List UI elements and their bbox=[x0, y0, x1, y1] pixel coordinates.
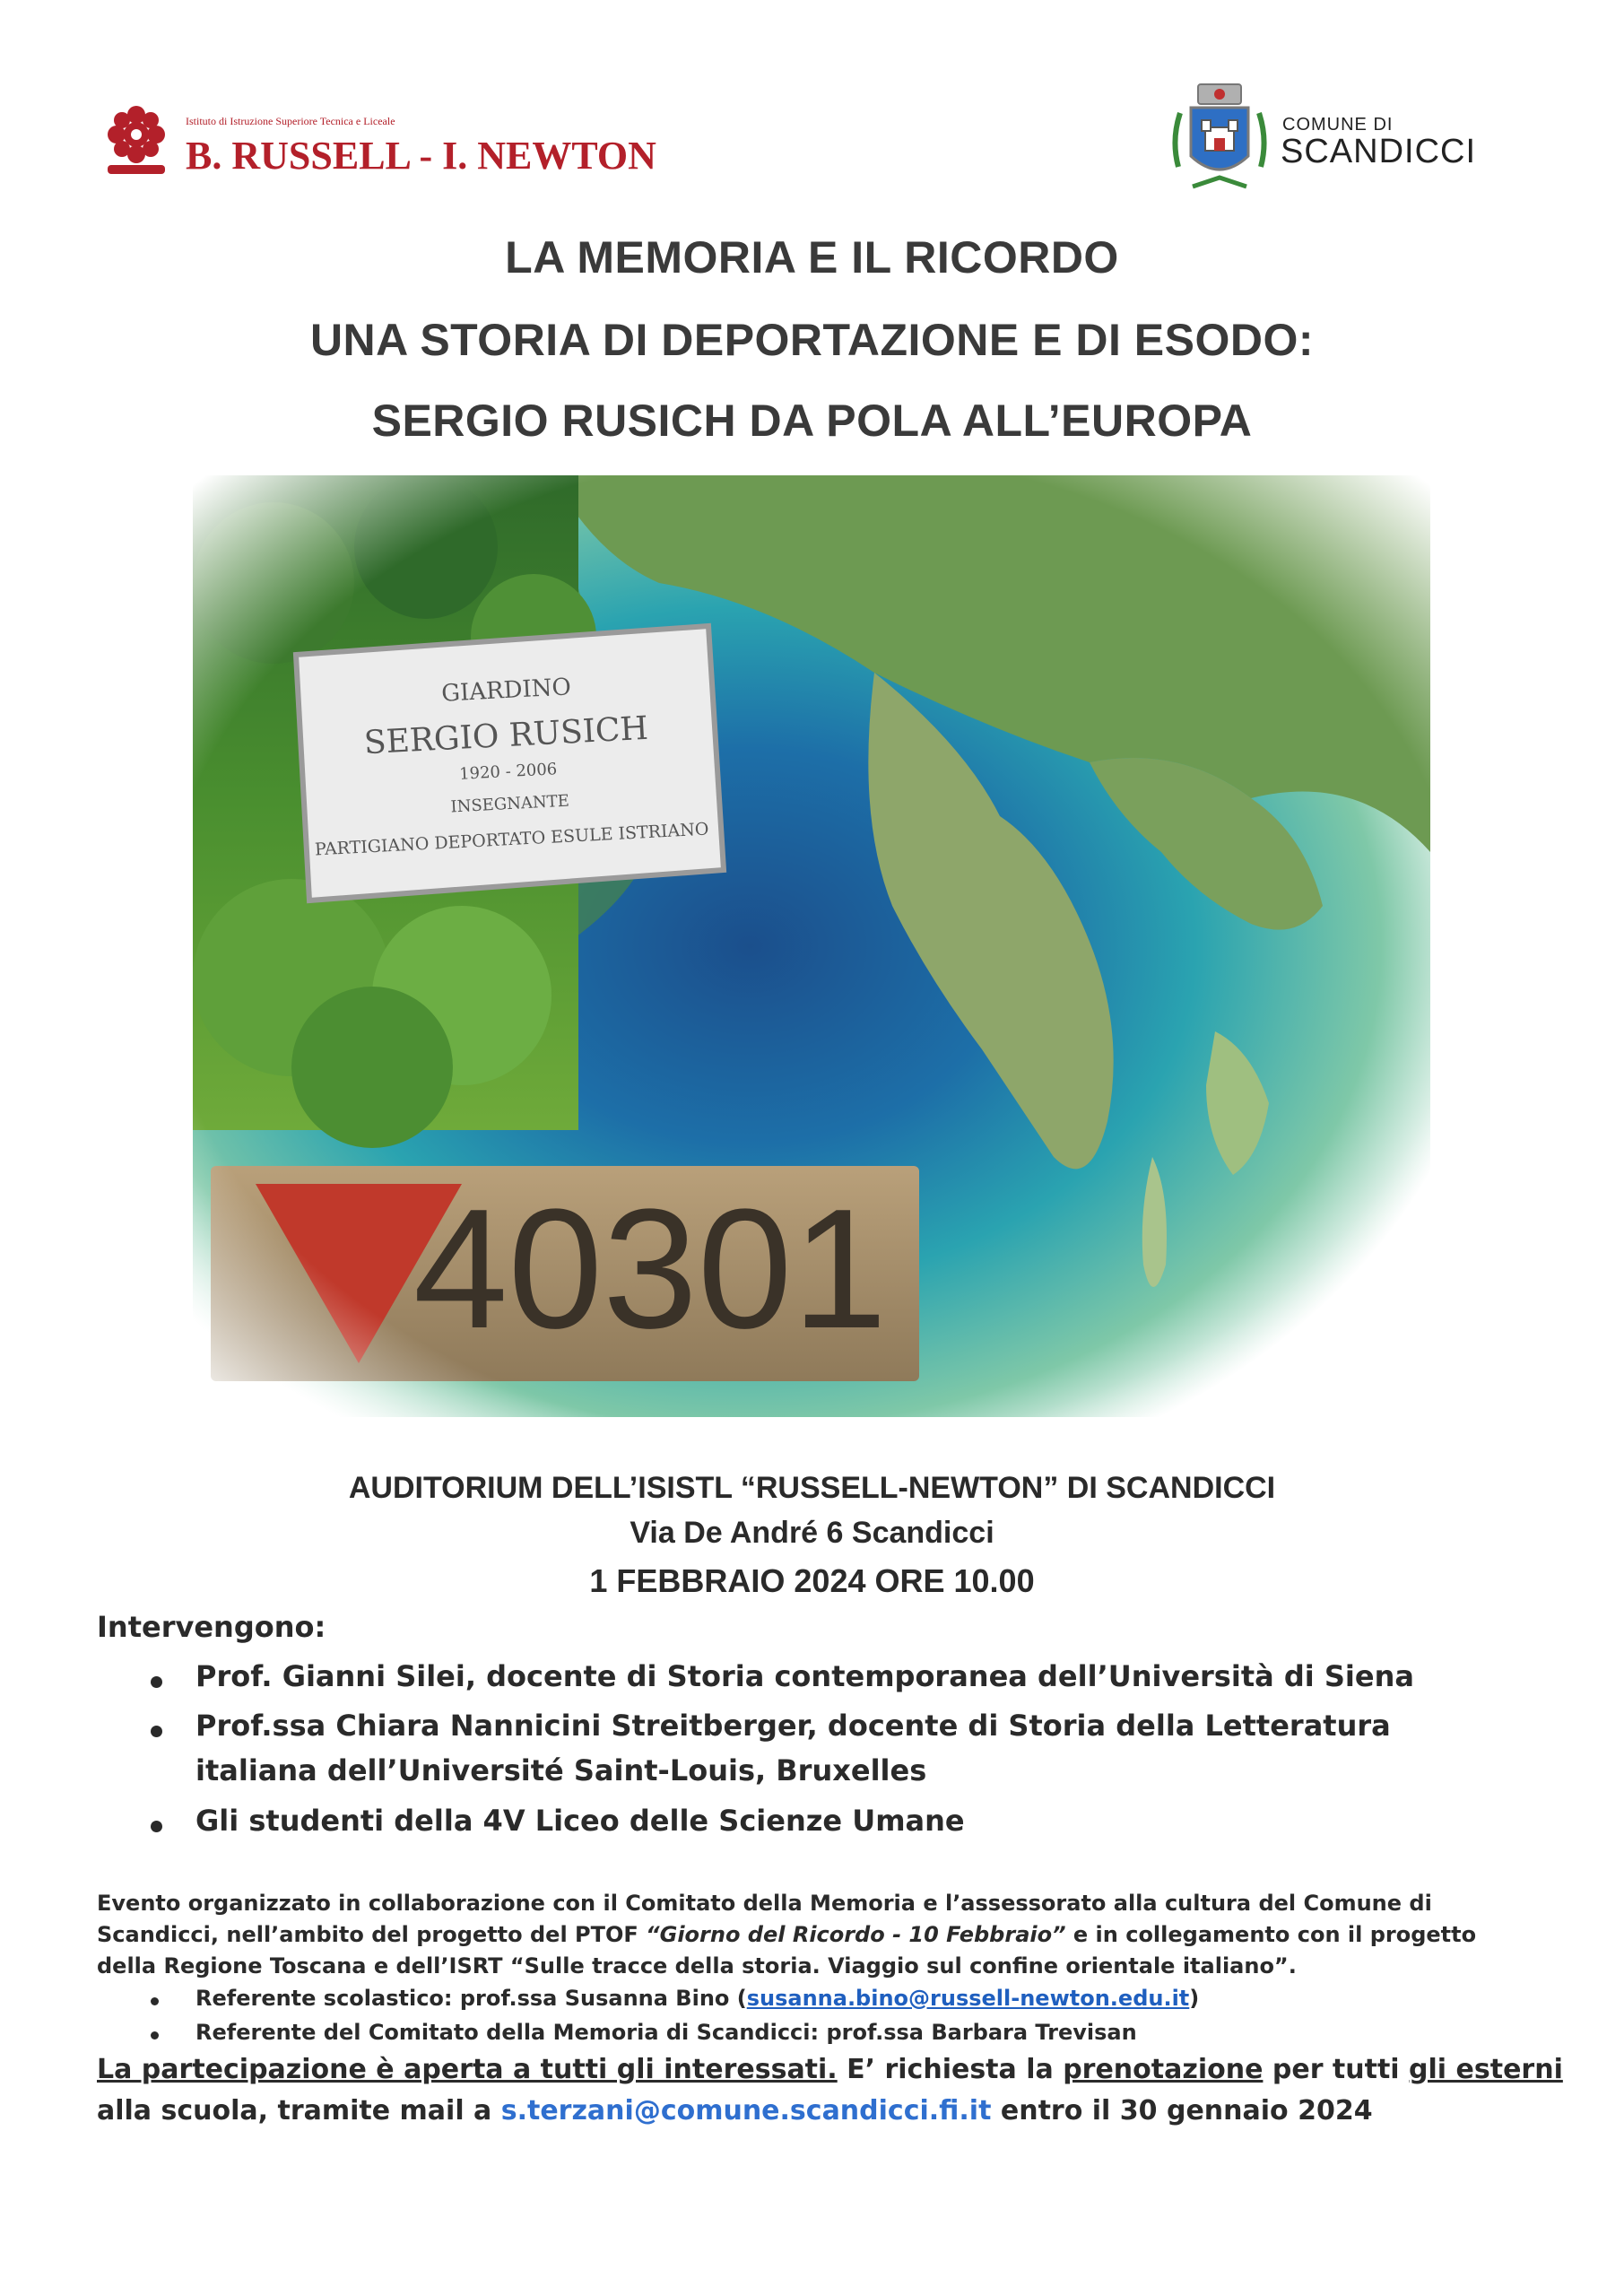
booking-email-link[interactable]: s.terzani@comune.scandicci.fi.it bbox=[500, 2095, 992, 2126]
school-referent-label: Referente scolastico: prof.ssa Susanna Bino ( bbox=[195, 1986, 747, 2011]
speaker-3: Gli studenti della 4V Liceo delle Scienze Umane bbox=[195, 1804, 965, 1838]
municipality-logo bbox=[1166, 77, 1477, 203]
committee-referent: Referente del Comitato della Memoria di Scandicci: prof.ssa Barbara Trevisan bbox=[195, 2020, 1137, 2045]
event-date: 1 FEBBRAIO 2024 ORE 10.00 bbox=[589, 1562, 1035, 1599]
final-line-2 bbox=[97, 2095, 1373, 2126]
speaker-2-line-1: Prof.ssa Chiara Nannicini Streitberger, docente di Storia della Letteratura bbox=[195, 1709, 1391, 1743]
school-referent bbox=[195, 1986, 1199, 2011]
external-word: gli esterni bbox=[1409, 2054, 1563, 2085]
bullet-icon bbox=[151, 2031, 159, 2039]
info-line-2-start: Scandicci, nell’ambito del progetto del PTOF bbox=[97, 1922, 647, 1947]
venue-name: AUDITORIUM DELL’ISISTL “RUSSELL-NEWTON” DI SCANDICCI bbox=[348, 1471, 1276, 1505]
info-line-2-end: e in collegamento con il progetto bbox=[1065, 1922, 1477, 1947]
info-line-1: Evento organizzato in collaborazione con il Comitato della Memoria e l’assessorato alla cultura del Comune di bbox=[97, 1891, 1432, 1916]
bullet-icon bbox=[151, 1821, 162, 1832]
info-line-2 bbox=[97, 1922, 1532, 1947]
info-line-3: della Regione Toscana e dell’ISRT “Sulle tracce della storia. Viaggio sul confine orientale italiano”. bbox=[97, 1953, 1297, 1979]
booking-word: prenotazione bbox=[1063, 2054, 1264, 2085]
speakers-heading: Intervengono: bbox=[97, 1610, 326, 1644]
school-referent-close: ) bbox=[1189, 1986, 1200, 2011]
city-name: SCANDICCI bbox=[1281, 133, 1477, 170]
speaker-1: Prof. Gianni Silei, docente di Storia contemporanea dell’Università di Siena bbox=[195, 1659, 1414, 1693]
school-name: B. RUSSELL - I. NEWTON bbox=[186, 134, 656, 178]
bullet-icon bbox=[151, 1676, 162, 1688]
participation-note: La partecipazione è aperta a tutti gli interessati. bbox=[97, 2054, 838, 2085]
school-emblem-icon bbox=[100, 100, 172, 181]
bullet-icon bbox=[151, 1726, 162, 1737]
final-text-f: alla scuola, tramite mail a bbox=[97, 2095, 501, 2126]
city-crest-icon bbox=[1166, 77, 1273, 203]
deadline-text: entro il 30 gennaio 2024 bbox=[991, 2095, 1373, 2126]
project-title: “Giorno del Ricordo - 10 Febbraio” bbox=[646, 1922, 1066, 1947]
institute-label: Istituto di Istruzione Superiore Tecnica e Liceale bbox=[186, 115, 395, 127]
hero-collage bbox=[193, 475, 1430, 1417]
venue-address: Via De André 6 Scandicci bbox=[630, 1516, 994, 1550]
comune-label: COMUNE DI bbox=[1282, 115, 1394, 135]
title-line-3: SERGIO RUSICH DA POLA ALL’EUROPA bbox=[371, 396, 1253, 446]
final-line-1 bbox=[97, 2054, 1563, 2085]
final-text-b: E’ richiesta la bbox=[837, 2054, 1064, 2085]
school-logo bbox=[100, 100, 710, 190]
title-line-1: LA MEMORIA E IL RICORDO bbox=[505, 232, 1119, 283]
bullet-icon bbox=[151, 1997, 159, 2005]
final-text-d: per tutti bbox=[1263, 2054, 1410, 2085]
title-line-2: UNA STORIA DI DEPORTAZIONE E DI ESODO: bbox=[309, 315, 1315, 365]
school-referent-email-link[interactable]: susanna.bino@russell-newton.edu.it bbox=[746, 1986, 1190, 2011]
speaker-2-line-2: italiana dell’Université Saint-Louis, Bruxelles bbox=[195, 1753, 927, 1787]
